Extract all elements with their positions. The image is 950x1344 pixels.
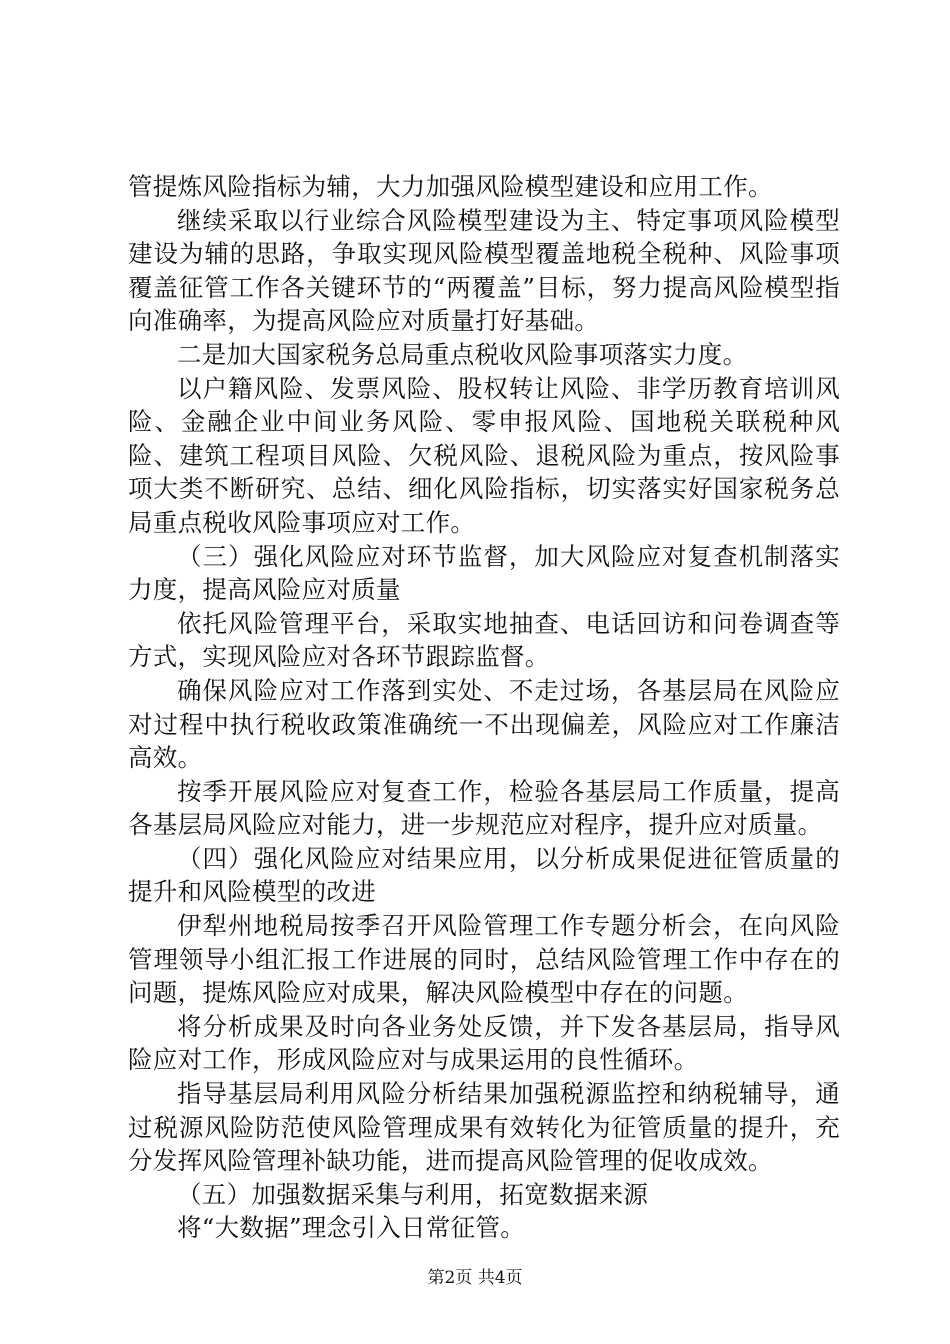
paragraph-3: 二是加大国家税务总局重点税收风险事项落实力度。 bbox=[177, 339, 748, 369]
paragraph-11: 将分析成果及时向各业务处反馈，并下发各基层局，指导风险应对工作，形成风险应对与成果运用的良性循环。 bbox=[128, 1011, 840, 1075]
page-number-label: 第2页 共4页 bbox=[427, 1268, 523, 1288]
paragraph-2: 继续采取以行业综合风险模型建设为主、特定事项风险模型建设为辅的思路，争取实现风险模型覆盖地税全税种、风险事项覆盖征管工作各关键环节的“两覆盖”目标，努力提高风险模型指向准确率，为提高风险应对质量打好基础。 bbox=[128, 205, 840, 336]
paragraph-12: 指导基层局利用风险分析结果加强税源监控和纳税辅导，通过税源风险防范使风险管理成果有效转化为征管质量的提升，充分发挥风险管理补缺功能，进而提高风险管理的促收成效。 bbox=[128, 1079, 840, 1176]
paragraph-6: 依托风险管理平台，采取实地抽查、电话回访和问卷调查等方式，实现风险应对各环节跟踪监督。 bbox=[128, 608, 840, 672]
section-heading-3: （三）强化风险应对环节监督，加大风险应对复查机制落实力度，提高风险应对质量 bbox=[128, 541, 840, 605]
paragraph-4: 以户籍风险、发票风险、股权转让风险、非学历教育培训风险、金融企业中间业务风险、零申报风险、国地税关联税种风险、建筑工程项目风险、欠税风险、退税风险为重点，按风险事项大类不断研究、总结、细化风险指标，切实落实好国家税务总局重点税收风险事项应对工作。 bbox=[128, 373, 840, 537]
page-footer bbox=[0, 1263, 950, 1288]
document-body bbox=[128, 170, 840, 1245]
paragraph-14: 将“大数据”理念引入日常征管。 bbox=[177, 1213, 526, 1243]
paragraph-7: 确保风险应对工作落到实处、不走过场，各基层局在风险应对过程中执行税收政策准确统一不出现偏差，风险应对工作廉洁高效。 bbox=[128, 675, 840, 773]
paragraph-1: 管提炼风险指标为辅，大力加强风险模型建设和应用工作。 bbox=[128, 172, 773, 201]
paragraph-10: 伊犁州地税局按季召开风险管理工作专题分析会，在向风险管理领导小组汇报工作进展的同时，总结风险管理工作中存在的问题，提炼风险应对成果，解决风险模型中存在的问题。 bbox=[128, 911, 840, 1008]
paragraph-8: 按季开展风险应对复查工作，检验各基层局工作质量，提高各基层局风险应对能力，进一步规范应对程序，提升应对质量。 bbox=[128, 776, 840, 840]
section-heading-4: （四）强化风险应对结果应用，以分析成果促进征管质量的提升和风险模型的改进 bbox=[128, 843, 840, 907]
section-heading-5: （五）加强数据采集与利用，拓宽数据来源 bbox=[177, 1179, 649, 1209]
